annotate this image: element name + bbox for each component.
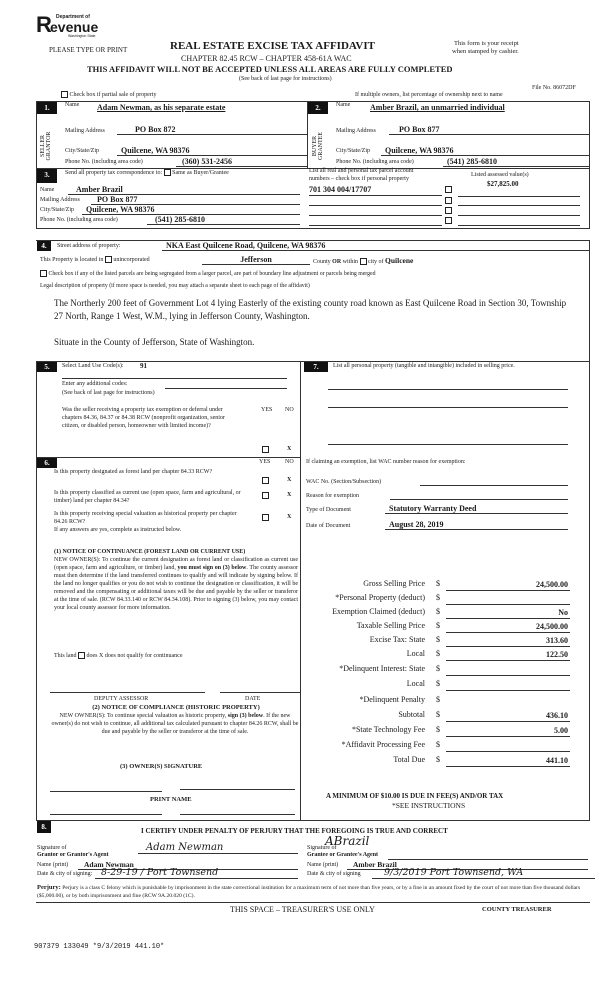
form-title: REAL ESTATE EXCISE TAX AFFIDAVIT — [170, 40, 375, 52]
seller-city[interactable]: Quilcene, WA 98376 — [117, 146, 307, 156]
grantor-name-label: Name (print) — [37, 862, 69, 868]
street-address-label: Street address of property: — [57, 243, 121, 249]
partial-sale-label: Check box if partial sale of property — [69, 91, 157, 98]
perjury-notice — [37, 884, 593, 900]
segregation-label: Check box if any of the listed parcels are being segregated from a larger parcel, are part of boundary line adjustment or parcels being merged — [48, 270, 376, 277]
s5-yes-label: YES — [261, 407, 273, 413]
row-label: Local — [406, 679, 425, 688]
buyer-name-label: Name — [336, 102, 351, 108]
notice-continuance-text-b: . The county assessor must then determine if the land transferred continues to qualify and will indicate by signing below. If the land no longer qualifies or you do not wish to continue the designation or classification, it will be removed and the compensating or additional taxes will be due and payable by the seller or transferor at the time of sale. (RCW 84.33.140 or RCW 84.34.108). Prior to signing (3) below, you may contact your local county assessor for more information. — [54, 565, 299, 611]
city-name: Quilcene — [385, 256, 414, 265]
parcel-number[interactable] — [309, 196, 442, 206]
grantor-date-label: Date & city of signing: — [37, 871, 93, 877]
forest-land-yes-checkbox[interactable] — [262, 477, 269, 484]
notice-compliance-bold: sign (3) below — [227, 713, 264, 719]
receipt-note-1: This form is your receipt — [454, 40, 519, 47]
section-1-number: 1. — [37, 102, 57, 114]
minimum-due-note: A MINIMUM OF $10.00 IS DUE IN FEE(S) AND/OR TAX — [326, 792, 504, 800]
forest-land-question: Is this property designated as forest land per chapter 84.33 RCW? — [54, 469, 213, 475]
wac-number-label: WAC No. (Section/Subsection) — [306, 479, 382, 485]
personal-property-deduct[interactable] — [446, 593, 570, 605]
personal-property-checkbox[interactable] — [445, 217, 452, 224]
historic-yes-checkbox[interactable] — [262, 514, 269, 521]
correspondence-name[interactable]: Amber Brazil — [68, 185, 300, 195]
within-label: within — [342, 259, 359, 265]
notice-compliance-body — [50, 712, 300, 736]
dollar-sign: $ — [436, 664, 440, 673]
excise-tax-state-row — [300, 634, 600, 647]
see-instructions-note: *SEE INSTRUCTIONS — [392, 801, 466, 810]
correspondence-phone[interactable]: (541) 285-6810 — [147, 215, 300, 225]
personal-property-line-1[interactable] — [328, 380, 568, 390]
exemption-question: Was the seller receiving a property tax exemption or deferral under chapters 84.36, 84.37 or 84.38 RCW (nonprofit organization, senior citizen, or disabled person, homeowner with limited income)? — [62, 407, 225, 429]
forest-land-no-mark[interactable]: X — [287, 477, 292, 483]
row-label: *Delinquent Penalty — [359, 695, 425, 704]
parcel-number[interactable] — [309, 216, 442, 226]
section-2-number: 2. — [308, 102, 328, 114]
print-name-label: PRINT NAME — [150, 796, 192, 803]
perjury-text: Perjury is a class C felony which is punishable by imprisonment in the state correctional institution for a maximum term of not more than five years, or by a fine in an amount fixed by the court of not more than five thousand dollars ($5,000.00), or by both imprisonment and fine (RCW 9A.20.020 (1C). — [37, 885, 581, 899]
buyer-phone-label: Phone No. (including area code) — [336, 159, 414, 165]
city-of-label: city of — [368, 259, 384, 265]
row-label: Total Due — [393, 755, 425, 764]
personal-property-line-2[interactable] — [328, 398, 568, 408]
seller-city-label: City/State/Zip — [65, 148, 99, 154]
multiple-owners-note: If multiple owners, list percentage of ownership next to name — [355, 92, 503, 98]
correspondence-mailing-label: Mailing Address — [40, 197, 80, 203]
located-in-label: This Property is located in — [40, 256, 104, 263]
dollar-sign: $ — [436, 593, 440, 602]
land-use-code[interactable]: 91 — [140, 362, 147, 370]
partial-sale-row — [61, 91, 156, 98]
parcel-number[interactable]: 701 304 004/17707 — [309, 185, 442, 196]
or-label: OR — [332, 259, 342, 265]
notice-continuance-text-a: NEW OWNER(S): To continue the current designation as forest land or classification as current use (open space, farm and agriculture, or timber) land, — [54, 557, 298, 571]
delinquent-interest-state[interactable] — [446, 664, 570, 676]
seller-name-label: Name — [65, 102, 80, 108]
section-3-number: 3. — [37, 169, 57, 183]
assessed-value[interactable] — [458, 216, 580, 226]
personal-property-checkbox[interactable] — [445, 186, 452, 193]
grantee-signature[interactable]: ABrazil — [325, 834, 370, 848]
land-use-label: Select Land Use Code(s): — [62, 363, 124, 369]
please-type-note: PLEASE TYPE OR PRINT — [49, 46, 128, 54]
assessed-value[interactable] — [458, 206, 580, 216]
seller-mailing-label: Mailing Address — [65, 128, 105, 134]
dollar-sign: $ — [436, 755, 440, 764]
continuance-row — [54, 652, 182, 659]
seller-phone-label: Phone No. (including area code) — [65, 159, 143, 165]
exemption-claim-label: If claiming an exemption, list WAC number reason for exemption: — [306, 459, 466, 465]
dollar-sign: $ — [436, 649, 440, 658]
correspondence-name-label: Name — [40, 187, 55, 193]
dollar-sign: $ — [436, 695, 440, 704]
correspondence-city[interactable]: Quilcene, WA 98376 — [82, 205, 300, 215]
buyer-phone[interactable]: (541) 285-6810 — [443, 157, 589, 167]
subtotal[interactable]: 436.10 — [446, 710, 570, 722]
city-checkbox[interactable] — [360, 258, 367, 265]
correspondence-row — [65, 169, 229, 176]
document-date[interactable]: August 28, 2019 — [385, 520, 568, 530]
row-label: Taxable Selling Price — [356, 621, 425, 630]
row-label: Gross Selling Price — [363, 579, 425, 588]
logo-word: evenue — [50, 19, 99, 35]
county-label: County — [313, 259, 331, 265]
buyer-city-label: City/State/Zip — [336, 148, 370, 154]
legal-description[interactable]: The Northerly 200 feet of Government Lot 4 lying Easterly of the existing county road known as East Quilcene Road in Section 30, Township 27 North, Range 1 West, W.M., lying in Jefferson County, Washington. — [54, 298, 567, 321]
row-label: Exemption Claimed (deduct) — [332, 607, 425, 616]
row-label: *Personal Property (deduct) — [335, 593, 425, 602]
this-land-label: This land — [54, 652, 77, 659]
owner-signature-2[interactable] — [180, 780, 295, 790]
perjury-label: Perjury: — [37, 884, 61, 891]
does-qualify-checkbox[interactable] — [78, 652, 85, 659]
section-4-number: 4. — [37, 241, 51, 251]
document-date-label: Date of Document — [306, 523, 351, 529]
notice-compliance-text-b: . If the new owner(s) do not wish to continue, all additional tax calculated pursuant to chapter 84.26 RCW, shall be due and payable by the seller or transferor at the time of sale. — [51, 713, 299, 735]
exemption-claimed[interactable]: No — [446, 607, 570, 619]
notice-continuance-bold: you must sign on (3) below — [177, 565, 247, 571]
receipt-stamp: 907379 133049 *9/3/2019 441.10* — [34, 943, 165, 951]
dollar-sign: $ — [436, 740, 440, 749]
notice-continuance-body — [54, 556, 298, 612]
logo-department: Department of — [56, 14, 90, 20]
same-as-buyer-label: Same as Buyer/Grantee — [172, 169, 229, 176]
grantee-print-name[interactable]: Amber Brazil — [347, 860, 588, 870]
agency-logo — [36, 12, 99, 38]
gross-selling-price[interactable]: 24,500.00 — [446, 579, 570, 591]
assessor-date-label: DATE — [245, 696, 261, 702]
row-label: *State Technology Fee — [351, 725, 425, 734]
grantor-print-name[interactable]: Adam Newman — [78, 860, 298, 870]
parcel-number[interactable] — [309, 206, 442, 216]
grantor-signature-label-2: Grantor or Grantor's Agent — [37, 852, 109, 858]
s5-no-mark[interactable]: X — [287, 446, 292, 452]
seller-grantor-label: SELLER GRANTOR — [40, 131, 52, 161]
logo-initial: R — [36, 12, 52, 37]
affidavit-processing-fee[interactable] — [446, 740, 570, 752]
does-label: does — [86, 652, 98, 659]
send-correspondence-label: Send all property tax correspondence to: — [65, 169, 163, 176]
section-7-number: 7. — [304, 362, 328, 372]
unincorporated-checkbox[interactable] — [105, 256, 112, 263]
owner-signature-1[interactable] — [50, 782, 162, 792]
correspondence-city-label: City/State/Zip — [40, 207, 74, 213]
historic-question: Is this property receiving special valuation as historical property per chapter 84.26 RCW? — [54, 511, 237, 525]
grantor-signature-label-1: Signature of — [37, 845, 67, 851]
current-use-no-mark[interactable]: X — [287, 492, 292, 498]
personal-property-label: List all personal property (tangible and intangible) included in selling price. — [333, 363, 515, 369]
grantee-date-label: Date & city of signing — [307, 871, 361, 877]
owner-print-name-1[interactable] — [50, 805, 162, 815]
s6-no-label: NO — [285, 459, 294, 465]
document-type[interactable]: Statutory Warranty Deed — [385, 504, 568, 514]
receipt-note-2: when stamped by cashier. — [452, 48, 519, 55]
section-6-number: 6. — [37, 458, 57, 468]
parcel-header-1: List all real and personal tax parcel account — [309, 168, 414, 174]
taxable-selling-price[interactable]: 24,500.00 — [446, 621, 570, 633]
notice-compliance-text-a: NEW OWNER(S): To continue special valuation as historic property, — [59, 713, 227, 719]
buyer-grantee-label: BUYER GRANTEE — [312, 132, 324, 160]
notice-continuance-title: (1) NOTICE OF CONTINUANCE (FOREST LAND OR CURRENT USE) — [54, 549, 246, 555]
does-not-label: X does not qualify for continuance — [99, 652, 183, 659]
dollar-sign: $ — [436, 579, 440, 588]
taxable-selling-price-row — [300, 620, 600, 633]
section-5-number: 5. — [37, 362, 57, 372]
instructions-note: (See back of last page for instructions) — [239, 76, 332, 82]
s5-yes-checkbox[interactable] — [262, 446, 269, 453]
current-use-question: Is this property classified as current use (open space, farm and agricultural, or timber) land per chapter 84.34? — [54, 490, 241, 504]
dollar-sign: $ — [436, 635, 440, 644]
total-due-row — [300, 754, 600, 767]
additional-codes-note: (See back of last page for instructions) — [62, 390, 155, 396]
parcel-header-2: numbers – check box if personal property — [309, 176, 409, 182]
street-address[interactable]: NKA East Quilcene Road, Quilcene, WA 98376 — [162, 241, 590, 251]
seller-mailing[interactable]: PO Box 872 — [117, 125, 307, 135]
owner-signature-title: (3) OWNER(S) SIGNATURE — [120, 763, 203, 770]
personal-property-checkbox[interactable] — [445, 207, 452, 214]
grantee-date-city[interactable]: 9/3/2019 Port Townsend, WA — [372, 867, 595, 879]
correspondence-mailing[interactable]: PO Box 877 — [91, 195, 300, 205]
document-type-label: Type of Document — [306, 507, 351, 513]
row-label: Subtotal — [398, 710, 425, 719]
section-8-number: 8. — [37, 821, 51, 833]
seller-name[interactable]: Adam Newman, as his separate estate — [97, 103, 226, 112]
assessed-value[interactable] — [458, 196, 580, 206]
legal-description-label: Legal description of property (if more space is needed, you may attach a separate sheet to each page of the affidavit) — [40, 283, 310, 289]
subtotal-row — [300, 709, 600, 722]
dollar-sign: $ — [436, 679, 440, 688]
segregation-checkbox[interactable] — [40, 270, 47, 277]
row-label: Local — [406, 649, 425, 658]
state-technology-fee-row — [300, 724, 600, 737]
buyer-mailing[interactable]: PO Box 877 — [389, 125, 589, 135]
row-label: *Affidavit Processing Fee — [341, 740, 425, 749]
personal-property-line-3[interactable] — [328, 435, 568, 445]
row-label: *Delinquent Interest: State — [339, 664, 425, 673]
dollar-sign: $ — [436, 710, 440, 719]
row-label: Excise Tax: State — [369, 635, 425, 644]
gross-selling-price-row — [300, 578, 600, 591]
delinquent-penalty[interactable] — [446, 695, 570, 707]
state-technology-fee[interactable]: 5.00 — [446, 725, 570, 737]
treasurer-use-only: THIS SPACE – TREASURER'S USE ONLY — [230, 905, 375, 914]
grantee-signature-label-2: Grantee or Grantee's Agent — [307, 852, 379, 858]
excise-tax-state[interactable]: 313.60 — [446, 635, 570, 647]
correspondence-phone-label: Phone No. (including area code) — [40, 217, 118, 223]
county-name[interactable]: Jefferson — [202, 255, 310, 265]
grantor-date-city[interactable]: 8-29-19 / Port Townsend — [95, 867, 298, 879]
grantee-signature-label-1: Signature of — [307, 845, 337, 851]
exemption-reason-label: Reason for exemption — [306, 493, 359, 499]
assessed-header: Listed assessed value(s) — [471, 172, 529, 178]
additional-codes-label: Enter any additional codes: — [62, 381, 128, 387]
current-use-yes-checkbox[interactable] — [262, 492, 269, 499]
same-as-buyer-checkbox[interactable] — [164, 169, 171, 176]
county-treasurer-label: COUNTY TREASURER — [482, 906, 552, 913]
owner-print-name-2[interactable] — [180, 805, 295, 815]
buyer-city[interactable]: Quilcene, WA 98376 — [381, 146, 589, 156]
affidavit-processing-fee-row — [300, 739, 600, 752]
location-row — [40, 256, 150, 263]
personal-property-deduct-row — [300, 592, 600, 605]
excise-tax-local[interactable]: 122.50 — [446, 649, 570, 661]
historic-no-mark[interactable]: X — [287, 514, 292, 520]
notice-compliance-title: (2) NOTICE OF COMPLIANCE (HISTORIC PROPERTY) — [92, 704, 260, 711]
personal-property-checkbox[interactable] — [445, 197, 452, 204]
delinquent-penalty-row — [300, 694, 600, 707]
assessed-value: $27,825.00 — [487, 180, 519, 188]
s6-yes-label: YES — [259, 459, 271, 465]
additional-codes-input[interactable] — [165, 380, 287, 389]
unincorporated-label: unincorporated — [113, 256, 150, 263]
file-number: File No. 86072DF — [532, 85, 576, 91]
delinquent-interest-local-row — [300, 678, 600, 691]
seller-phone[interactable]: (360) 531-2456 — [176, 157, 307, 167]
if-yes-note: If any answers are yes, complete as instructed below. — [54, 527, 182, 533]
buyer-name[interactable]: Amber Brazil, an unmarried individual — [370, 103, 505, 112]
segregation-row — [40, 270, 375, 277]
buyer-mailing-label: Mailing Address — [336, 128, 376, 134]
wac-number-input[interactable] — [420, 476, 568, 486]
perjury-certification: I CERTIFY UNDER PENALTY OF PERJURY THAT THE FOREGOING IS TRUE AND CORRECT — [141, 827, 448, 835]
total-due[interactable]: 441.10 — [446, 755, 570, 767]
grantor-signature[interactable]: Adam Newman — [138, 842, 298, 854]
grantee-name-label: Name (print) — [307, 862, 339, 868]
dollar-sign: $ — [436, 725, 440, 734]
excise-tax-local-row — [300, 648, 600, 661]
form-chapter: CHAPTER 82.45 RCW – CHAPTER 458-61A WAC — [181, 54, 352, 63]
exemption-reason-input[interactable] — [390, 490, 568, 500]
delinquent-interest-local[interactable] — [446, 679, 570, 691]
s5-no-label: NO — [285, 407, 294, 413]
city-row — [313, 256, 413, 265]
partial-sale-checkbox[interactable] — [61, 91, 68, 98]
deputy-assessor-label: DEPUTY ASSESSOR — [94, 696, 149, 702]
completion-warning: THIS AFFIDAVIT WILL NOT BE ACCEPTED UNLESS ALL AREAS ARE FULLY COMPLETED — [87, 64, 453, 74]
logo-state: Washington State — [68, 34, 96, 38]
situate-text: Situate in the County of Jefferson, State of Washington. — [54, 337, 255, 347]
dollar-sign: $ — [436, 621, 440, 630]
exemption-claimed-row — [300, 606, 600, 619]
delinquent-interest-state-row — [300, 663, 600, 676]
dollar-sign: $ — [436, 607, 440, 616]
